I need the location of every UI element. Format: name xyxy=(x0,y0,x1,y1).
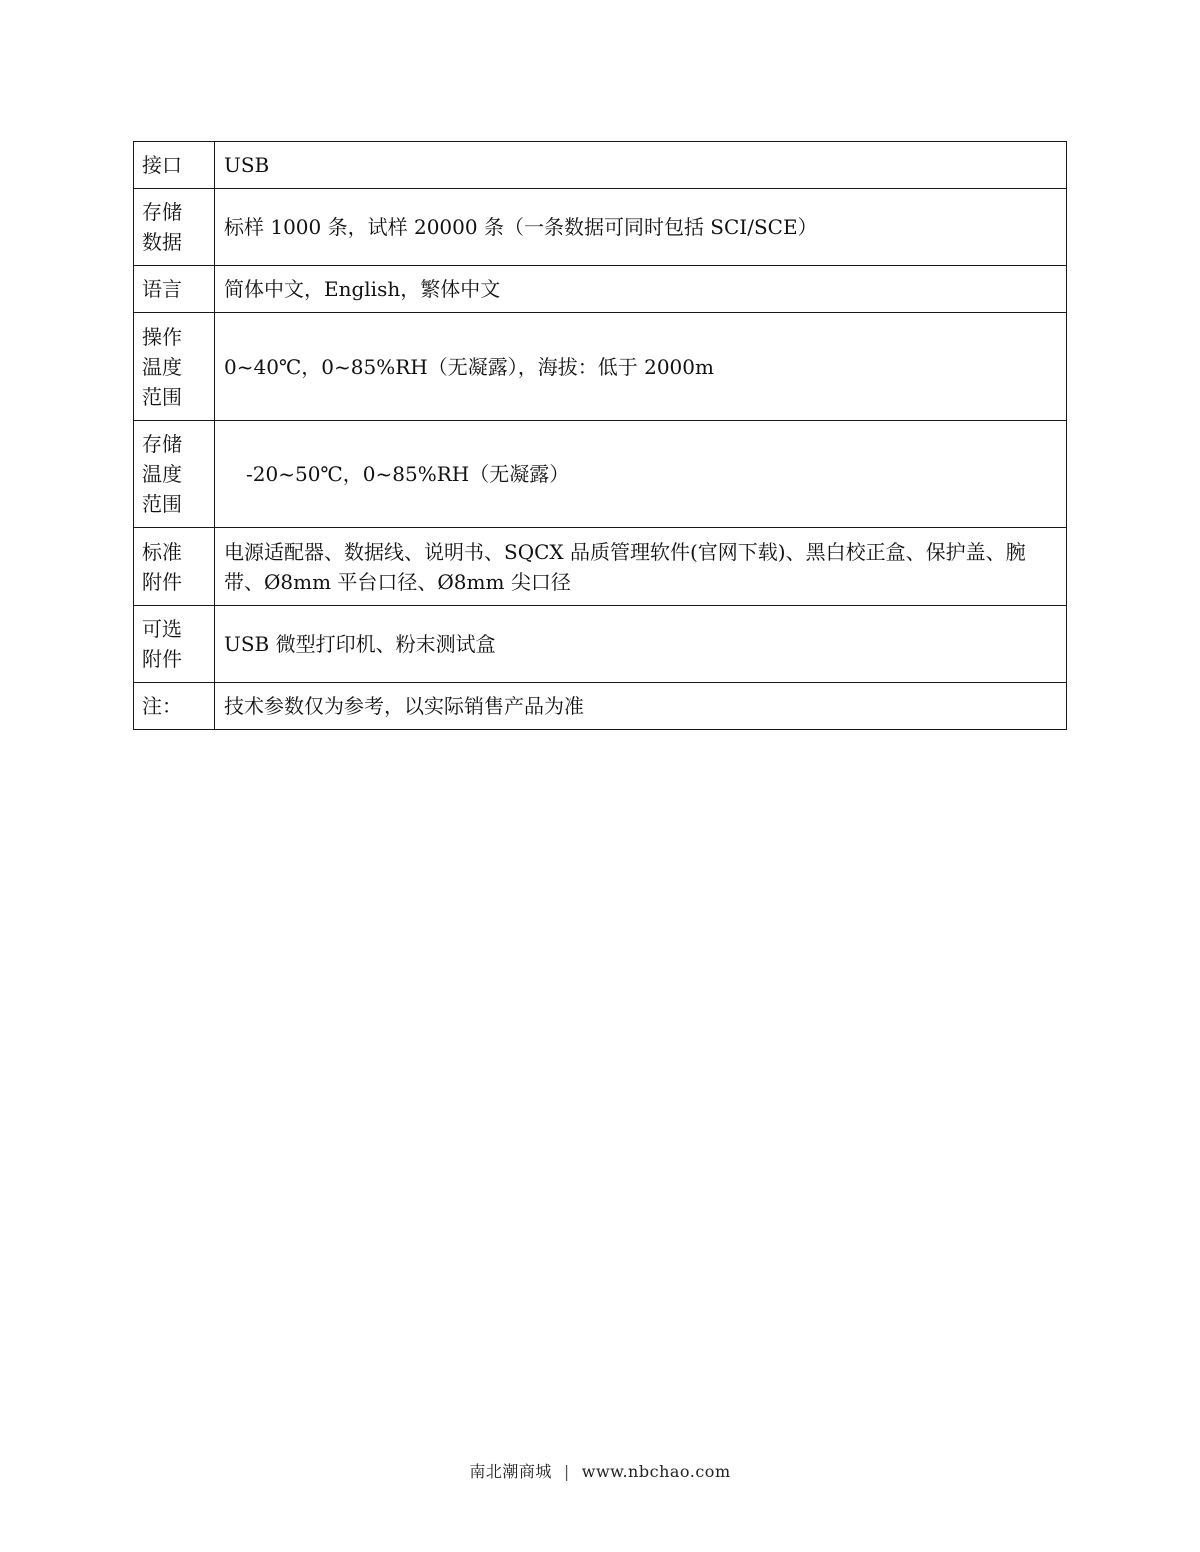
footer-site-name: 南北潮商城 xyxy=(469,1462,552,1481)
spec-table xyxy=(133,141,1067,730)
table-row xyxy=(134,313,1067,421)
value-text: -20~50℃，0~85%RH（无凝露） xyxy=(246,462,570,486)
row-value-language: 简体中文，English，繁体中文 xyxy=(215,266,1067,313)
label-text: 操作 温度 范围 xyxy=(142,324,182,409)
table-row xyxy=(134,683,1067,730)
page-footer xyxy=(0,1459,1200,1482)
table-row xyxy=(134,142,1067,189)
row-label-standard-accessories xyxy=(134,528,215,606)
label-text: 存储 数据 xyxy=(142,200,182,254)
row-label-operating-range xyxy=(134,313,215,421)
row-value-storage-range xyxy=(215,421,1067,528)
row-label-storage-range xyxy=(134,421,215,528)
footer-separator: | xyxy=(563,1462,570,1481)
row-label-language: 语言 xyxy=(134,266,215,313)
table-row xyxy=(134,606,1067,683)
row-label-storage-data xyxy=(134,189,215,266)
row-value-interface: USB xyxy=(215,142,1067,189)
table-row xyxy=(134,189,1067,266)
row-value-standard-accessories: 电源适配器、数据线、说明书、SQCX 品质管理软件(官网下载)、黑白校正盒、保护盖、腕带、Ø8mm 平台口径、Ø8mm 尖口径 xyxy=(215,528,1067,606)
row-value-note: 技术参数仅为参考，以实际销售产品为准 xyxy=(215,683,1067,730)
row-label-optional-accessories xyxy=(134,606,215,683)
row-value-storage-data: 标样 1000 条，试样 20000 条（一条数据可同时包括 SCI/SCE） xyxy=(215,189,1067,266)
label-text: 可选 附件 xyxy=(142,617,182,671)
table-row xyxy=(134,421,1067,528)
row-value-operating-range: 0~40℃，0~85%RH（无凝露），海拔：低于 2000m xyxy=(215,313,1067,421)
label-text: 存储 温度 范围 xyxy=(142,432,182,516)
table-row xyxy=(134,528,1067,606)
row-label-interface: 接口 xyxy=(134,142,215,189)
row-label-note: 注： xyxy=(134,683,215,730)
row-value-optional-accessories: USB 微型打印机、粉末测试盒 xyxy=(215,606,1067,683)
label-text: 标准 附件 xyxy=(142,539,182,594)
table-row xyxy=(134,266,1067,313)
footer-url-link[interactable]: www.nbchao.com xyxy=(581,1462,731,1481)
